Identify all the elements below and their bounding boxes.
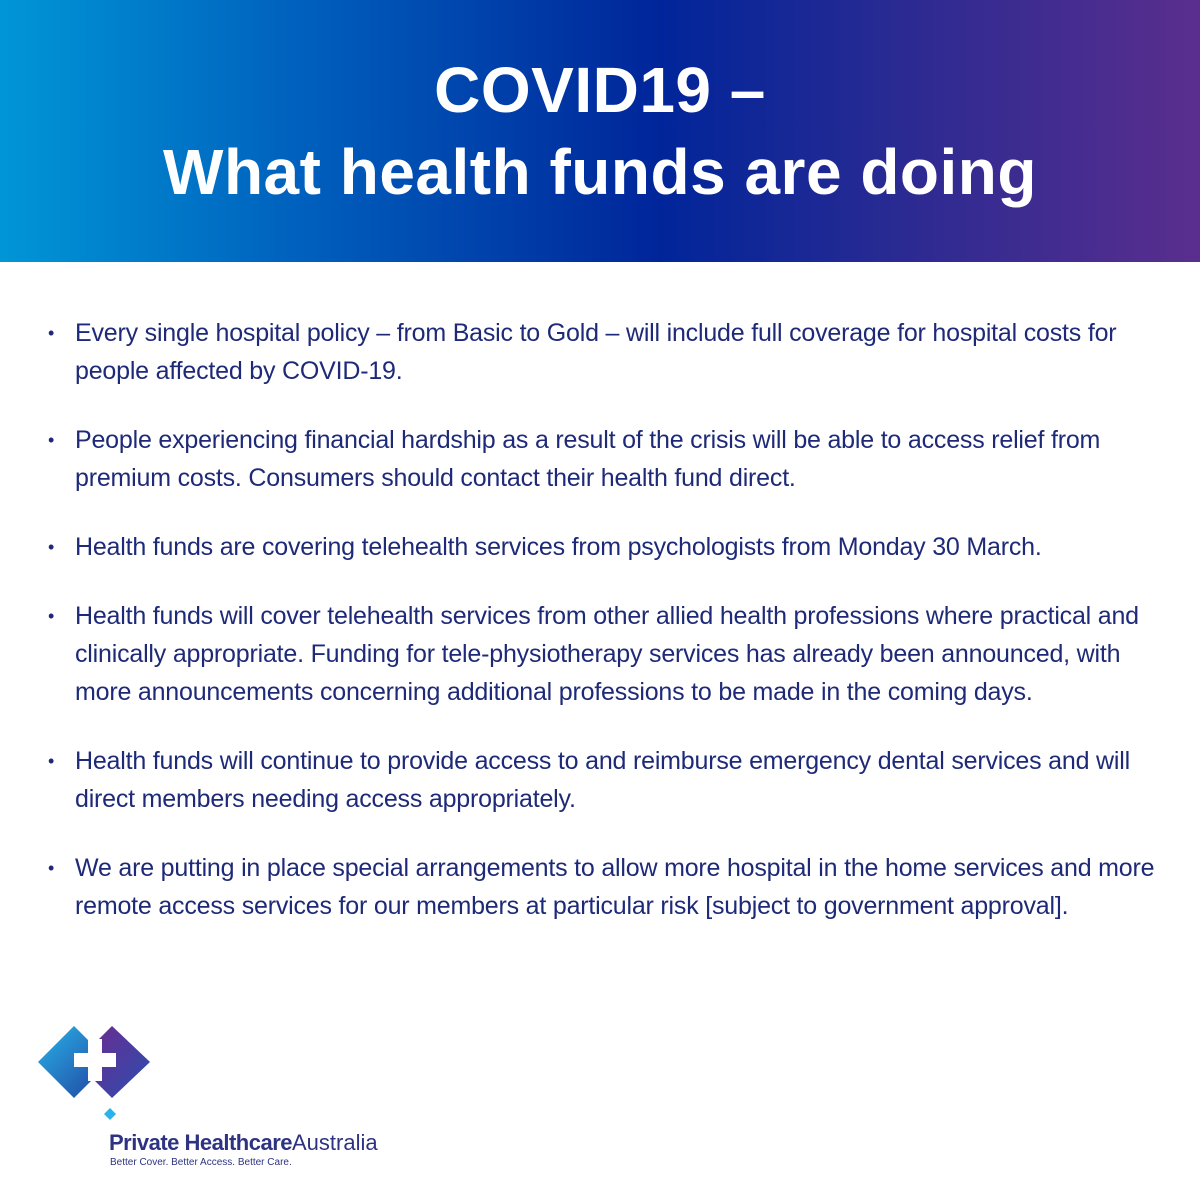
list-item [48,597,1158,711]
header-banner [0,0,1200,262]
brand-name [109,1130,378,1156]
page-title-line-1: COVID19 – [434,54,766,126]
bullet-icon: • [48,430,55,450]
list-item [48,421,1158,497]
brand-tagline: Better Cover. Better Access. Better Care. [110,1157,292,1168]
brand-name-bold: Private Healthcare [109,1130,292,1155]
list-item-text: Health funds will cover telehealth services from other allied health professions where practical and clinically appropriate. Funding for tele-physiotherapy services has already been announced, with more announcements concerning additional professions to be made in the coming days. [75,602,1139,706]
bullet-list [48,314,1158,956]
list-item [48,849,1158,925]
bullet-icon: • [48,751,55,771]
brand-name-light: Australia [292,1130,378,1155]
bullet-icon: • [48,537,55,557]
list-item-text: People experiencing financial hardship as a result of the crisis will be able to access relief from premium costs. Consumers should contact their health fund direct. [75,426,1101,492]
list-item [48,742,1158,818]
list-item-text: We are putting in place special arrangements to allow more hospital in the home services and more remote access services for our members at particular risk [subject to government approval]. [75,854,1155,920]
list-item-text: Health funds are covering telehealth services from psychologists from Monday 30 March. [75,533,1042,561]
bullet-icon: • [48,323,55,343]
page-title-line-2: What health funds are doing [163,136,1037,208]
list-item-text: Every single hospital policy – from Basic to Gold – will include full coverage for hospital costs for people affected by COVID-19. [75,319,1117,385]
bullet-icon: • [48,606,55,626]
private-healthcare-australia-logo-icon [36,1024,156,1124]
list-item [48,314,1158,390]
list-item-text: Health funds will continue to provide access to and reimburse emergency dental services and will direct members needing access appropriately. [75,747,1130,813]
bullet-icon: • [48,858,55,878]
list-item [48,528,1158,566]
